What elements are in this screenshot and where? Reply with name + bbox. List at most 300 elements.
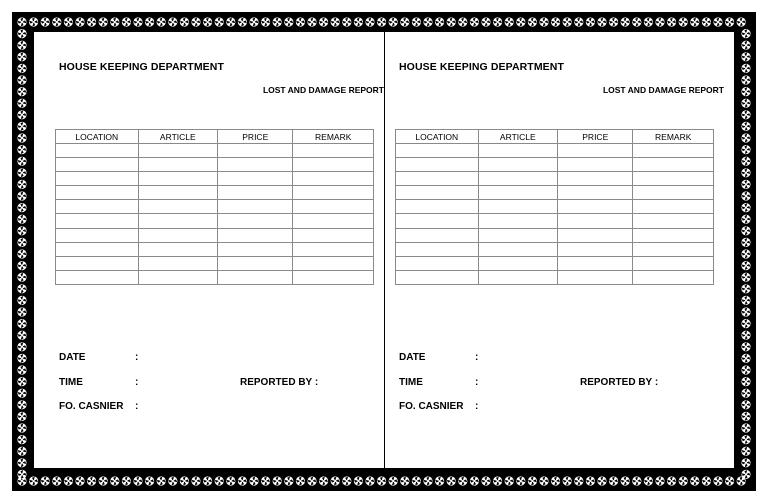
pinwheel-flower-icon [389,476,398,485]
pinwheel-flower-icon [741,238,750,247]
table-cell[interactable] [138,172,218,186]
pinwheel-flower-icon [644,476,653,485]
pinwheel-flower-icon [741,133,750,142]
cashier-colon: : [475,401,479,412]
pinwheel-flower-icon [741,122,750,131]
column-header-price: PRICE [558,130,633,144]
table-cell[interactable] [218,228,293,242]
pinwheel-flower-icon [741,273,750,282]
pinwheel-flower-icon [493,476,502,485]
table-cell[interactable] [218,270,293,284]
table-cell[interactable] [218,172,293,186]
pinwheel-flower-icon [423,476,432,485]
table-row [396,270,714,284]
pinwheel-flower-icon [17,447,26,456]
pinwheel-flower-icon [447,17,456,26]
table-header-row [396,130,714,144]
pinwheel-flower-icon [586,17,595,26]
pinwheel-flower-icon [87,17,96,26]
table-cell[interactable] [396,158,479,172]
reported-by-label: REPORTED BY : [240,377,319,388]
pinwheel-flower-icon [655,476,664,485]
pinwheel-flower-icon [191,476,200,485]
pinwheel-flower-icon [412,476,421,485]
pinwheel-flower-icon [597,476,606,485]
table-cell[interactable] [56,172,139,186]
table-row [396,144,714,158]
table-cell[interactable] [558,256,633,270]
table-row [396,186,714,200]
reported-by-label: REPORTED BY : [580,377,659,388]
table-cell[interactable] [396,270,479,284]
pinwheel-flower-icon [17,203,26,212]
table-cell[interactable] [478,228,558,242]
table-cell[interactable] [293,270,374,284]
pinwheel-flower-icon [261,476,270,485]
pinwheel-flower-icon [516,17,525,26]
table-row [56,172,374,186]
pinwheel-flower-icon [741,342,750,351]
table-cell[interactable] [478,270,558,284]
pinwheel-flower-icon [52,17,61,26]
pinwheel-flower-icon [655,17,664,26]
pinwheel-flower-icon [644,17,653,26]
pinwheel-flower-icon [17,273,26,282]
table-cell[interactable] [138,158,218,172]
report-table [395,129,714,285]
pinwheel-flower-icon [725,17,734,26]
pinwheel-flower-icon [75,476,84,485]
pinwheel-flower-icon [284,476,293,485]
pinwheel-flower-icon [741,331,750,340]
pinwheel-flower-icon [741,41,750,50]
pinwheel-flower-icon [122,17,131,26]
pinwheel-flower-icon [528,476,537,485]
table-cell[interactable] [138,214,218,228]
pinwheel-flower-icon [458,17,467,26]
pinwheel-flower-icon [17,168,26,177]
pinwheel-flower-icon [741,458,750,467]
pinwheel-flower-icon [238,17,247,26]
pinwheel-flower-icon [238,476,247,485]
pinwheel-flower-icon [597,17,606,26]
pinwheel-flower-icon [17,75,26,84]
pinwheel-flower-icon [354,17,363,26]
column-header-article: ARTICLE [478,130,558,144]
pinwheel-flower-icon [741,447,750,456]
table-cell[interactable] [396,228,479,242]
table-cell[interactable] [558,242,633,256]
pinwheel-flower-icon [17,17,26,26]
pinwheel-flower-icon [632,17,641,26]
table-cell[interactable] [293,144,374,158]
pinwheel-flower-icon [389,17,398,26]
time-label: TIME [399,377,423,388]
table-cell[interactable] [478,214,558,228]
pinwheel-flower-icon [64,476,73,485]
table-cell[interactable] [396,242,479,256]
table-cell[interactable] [138,144,218,158]
pinwheel-flower-icon [17,261,26,270]
pinwheel-flower-icon [741,365,750,374]
table-cell[interactable] [633,228,714,242]
pinwheel-flower-icon [435,17,444,26]
table-cell[interactable] [56,242,139,256]
table-cell[interactable] [56,186,139,200]
pinwheel-flower-icon [741,29,750,38]
pinwheel-flower-icon [203,476,212,485]
pinwheel-flower-icon [377,17,386,26]
pinwheel-flower-icon [741,435,750,444]
pinwheel-flower-icon [17,354,26,363]
table-row [56,214,374,228]
pinwheel-flower-icon [17,400,26,409]
pinwheel-flower-icon [273,17,282,26]
pinwheel-flower-icon [632,476,641,485]
table-cell[interactable] [293,214,374,228]
pinwheel-flower-icon [563,476,572,485]
pinwheel-flower-icon [621,476,630,485]
table-cell[interactable] [558,200,633,214]
pinwheel-flower-icon [17,191,26,200]
table-row [56,242,374,256]
pinwheel-flower-icon [17,342,26,351]
report-form-left [55,32,395,468]
table-cell[interactable] [138,242,218,256]
table-cell[interactable] [218,186,293,200]
pinwheel-flower-icon [331,476,340,485]
pinwheel-flower-icon [17,122,26,131]
pinwheel-flower-icon [574,476,583,485]
pinwheel-flower-icon [17,238,26,247]
pinwheel-flower-icon [667,476,676,485]
table-cell[interactable] [293,186,374,200]
pinwheel-flower-icon [215,17,224,26]
pinwheel-flower-icon [29,476,38,485]
pinwheel-flower-icon [713,476,722,485]
pinwheel-flower-icon [133,17,142,26]
pinwheel-flower-icon [215,476,224,485]
pinwheel-flower-icon [17,64,26,73]
pinwheel-flower-icon [423,17,432,26]
pinwheel-flower-icon [713,17,722,26]
table-cell[interactable] [218,256,293,270]
table-cell[interactable] [218,200,293,214]
pinwheel-flower-icon [741,110,750,119]
table-row [56,228,374,242]
pinwheel-flower-icon [180,17,189,26]
pinwheel-flower-icon [307,17,316,26]
time-colon: : [475,377,479,388]
column-header-article: ARTICLE [138,130,218,144]
table-cell[interactable] [396,172,479,186]
pinwheel-flower-icon [741,157,750,166]
pinwheel-flower-icon [17,180,26,189]
table-cell[interactable] [56,228,139,242]
table-cell[interactable] [558,144,633,158]
pinwheel-flower-icon [133,476,142,485]
pinwheel-flower-icon [307,476,316,485]
pinwheel-flower-icon [741,412,750,421]
table-row [396,172,714,186]
pinwheel-flower-icon [17,389,26,398]
department-title: HOUSE KEEPING DEPARTMENT [59,61,224,73]
table-cell[interactable] [396,200,479,214]
table-cell[interactable] [293,228,374,242]
pinwheel-flower-icon [17,41,26,50]
pinwheel-flower-icon [741,354,750,363]
table-row [56,158,374,172]
pinwheel-flower-icon [667,17,676,26]
pinwheel-flower-icon [574,17,583,26]
pinwheel-flower-icon [52,476,61,485]
date-label: DATE [59,352,86,363]
table-cell[interactable] [138,256,218,270]
table-cell[interactable] [138,228,218,242]
table-cell[interactable] [396,186,479,200]
table-cell[interactable] [396,256,479,270]
pinwheel-flower-icon [377,476,386,485]
pinwheel-flower-icon [17,52,26,61]
pinwheel-flower-icon [690,17,699,26]
pinwheel-flower-icon [679,17,688,26]
pinwheel-flower-icon [702,17,711,26]
pinwheel-flower-icon [99,476,108,485]
table-cell[interactable] [293,172,374,186]
table-row [56,256,374,270]
table-cell[interactable] [633,270,714,284]
pinwheel-flower-icon [17,412,26,421]
table-cell[interactable] [478,172,558,186]
pinwheel-flower-icon [741,284,750,293]
table-cell[interactable] [558,228,633,242]
cashier-colon: : [135,401,139,412]
pinwheel-flower-icon [516,476,525,485]
report-title: LOST AND DAMAGE REPORT [602,85,724,95]
pinwheel-flower-icon [17,87,26,96]
table-cell[interactable] [633,186,714,200]
pinwheel-flower-icon [284,17,293,26]
column-header-price: PRICE [218,130,293,144]
pinwheel-flower-icon [741,296,750,305]
pinwheel-flower-icon [17,215,26,224]
pinwheel-flower-icon [41,17,50,26]
date-label: DATE [399,352,426,363]
pinwheel-flower-icon [41,476,50,485]
cashier-label: FO. CASNIER [399,401,464,412]
table-cell[interactable] [56,200,139,214]
pinwheel-flower-icon [145,17,154,26]
pinwheel-flower-icon [741,470,750,479]
pinwheel-flower-icon [551,17,560,26]
pinwheel-flower-icon [741,52,750,61]
pinwheel-flower-icon [226,476,235,485]
table-row [56,270,374,284]
table-row [396,200,714,214]
pinwheel-flower-icon [470,17,479,26]
column-header-location: LOCATION [396,130,479,144]
table-cell[interactable] [633,144,714,158]
pinwheel-flower-icon [17,307,26,316]
pinwheel-flower-icon [17,319,26,328]
pinwheel-flower-icon [273,476,282,485]
table-cell[interactable] [478,242,558,256]
pinwheel-flower-icon [17,331,26,340]
pinwheel-flower-icon [110,17,119,26]
table-row [396,214,714,228]
pinwheel-flower-icon [29,17,38,26]
table-cell[interactable] [293,158,374,172]
table-cell[interactable] [558,214,633,228]
table-cell[interactable] [138,270,218,284]
pinwheel-flower-icon [191,17,200,26]
table-cell[interactable] [478,186,558,200]
table-row [56,144,374,158]
pinwheel-flower-icon [296,476,305,485]
table-cell[interactable] [56,144,139,158]
table-cell[interactable] [56,270,139,284]
table-cell[interactable] [293,242,374,256]
pinwheel-flower-icon [505,17,514,26]
pinwheel-flower-icon [481,17,490,26]
table-cell[interactable] [478,144,558,158]
pinwheel-flower-icon [741,191,750,200]
pinwheel-flower-icon [319,476,328,485]
table-cell[interactable] [56,214,139,228]
pinwheel-flower-icon [741,99,750,108]
pinwheel-flower-icon [17,284,26,293]
table-row [396,158,714,172]
cashier-label: FO. CASNIER [59,401,124,412]
pinwheel-flower-icon [435,476,444,485]
table-cell[interactable] [633,214,714,228]
pinwheel-flower-icon [168,476,177,485]
pinwheel-flower-icon [17,470,26,479]
pinwheel-flower-icon [563,17,572,26]
pinwheel-flower-icon [168,17,177,26]
pinwheel-flower-icon [17,249,26,258]
pinwheel-flower-icon [551,476,560,485]
table-row [396,228,714,242]
pinwheel-flower-icon [342,17,351,26]
pinwheel-flower-icon [741,400,750,409]
pinwheel-flower-icon [17,435,26,444]
table-cell[interactable] [478,256,558,270]
table-header-row [56,130,374,144]
column-header-remark: REMARK [633,130,714,144]
pinwheel-flower-icon [226,17,235,26]
pinwheel-flower-icon [528,17,537,26]
pinwheel-flower-icon [741,75,750,84]
date-colon: : [135,352,139,363]
table-cell[interactable] [478,158,558,172]
pinwheel-flower-icon [737,17,746,26]
table-cell[interactable] [138,186,218,200]
pinwheel-flower-icon [64,17,73,26]
table-cell[interactable] [56,158,139,172]
table-cell[interactable] [558,158,633,172]
pinwheel-flower-icon [110,476,119,485]
table-cell[interactable] [138,200,218,214]
pinwheel-flower-icon [17,377,26,386]
pinwheel-flower-icon [17,365,26,374]
pinwheel-flower-icon [331,17,340,26]
pinwheel-flower-icon [400,476,409,485]
pinwheel-flower-icon [180,476,189,485]
pinwheel-flower-icon [296,17,305,26]
pinwheel-flower-icon [17,296,26,305]
pinwheel-flower-icon [741,261,750,270]
table-cell[interactable] [396,144,479,158]
table-cell[interactable] [218,242,293,256]
table-cell[interactable] [293,200,374,214]
pinwheel-flower-icon [400,17,409,26]
table-cell[interactable] [478,200,558,214]
pinwheel-flower-icon [725,476,734,485]
pinwheel-flower-icon [741,180,750,189]
date-colon: : [475,352,479,363]
pinwheel-flower-icon [505,476,514,485]
table-cell[interactable] [633,256,714,270]
time-label: TIME [59,377,83,388]
pinwheel-flower-icon [122,476,131,485]
table-cell[interactable] [633,158,714,172]
pinwheel-flower-icon [741,249,750,258]
table-cell[interactable] [558,270,633,284]
table-cell[interactable] [558,186,633,200]
pinwheel-flower-icon [319,17,328,26]
pinwheel-flower-icon [741,215,750,224]
pinwheel-flower-icon [17,110,26,119]
pinwheel-flower-icon [354,476,363,485]
table-cell[interactable] [558,172,633,186]
pinwheel-flower-icon [621,17,630,26]
pinwheel-flower-icon [741,145,750,154]
table-cell[interactable] [293,256,374,270]
column-header-location: LOCATION [56,130,139,144]
pinwheel-flower-icon [741,319,750,328]
table-row [396,242,714,256]
pinwheel-flower-icon [741,226,750,235]
pinwheel-flower-icon [145,476,154,485]
table-cell[interactable] [396,214,479,228]
pinwheel-flower-icon [741,168,750,177]
table-cell[interactable] [218,144,293,158]
pinwheel-flower-icon [679,476,688,485]
pinwheel-flower-icon [203,17,212,26]
pinwheel-flower-icon [249,476,258,485]
pinwheel-flower-icon [702,476,711,485]
pinwheel-flower-icon [99,17,108,26]
pinwheel-flower-icon [365,17,374,26]
pinwheel-flower-icon [481,476,490,485]
report-title: LOST AND DAMAGE REPORT [262,85,384,95]
pinwheel-flower-icon [741,423,750,432]
table-cell[interactable] [633,242,714,256]
pinwheel-flower-icon [741,203,750,212]
table-row [396,256,714,270]
pinwheel-flower-icon [458,476,467,485]
table-cell[interactable] [218,158,293,172]
table-cell[interactable] [633,200,714,214]
table-cell[interactable] [633,172,714,186]
pinwheel-flower-icon [586,476,595,485]
table-cell[interactable] [56,256,139,270]
pinwheel-flower-icon [17,157,26,166]
table-cell[interactable] [218,214,293,228]
pinwheel-flower-icon [741,389,750,398]
pinwheel-flower-icon [87,476,96,485]
